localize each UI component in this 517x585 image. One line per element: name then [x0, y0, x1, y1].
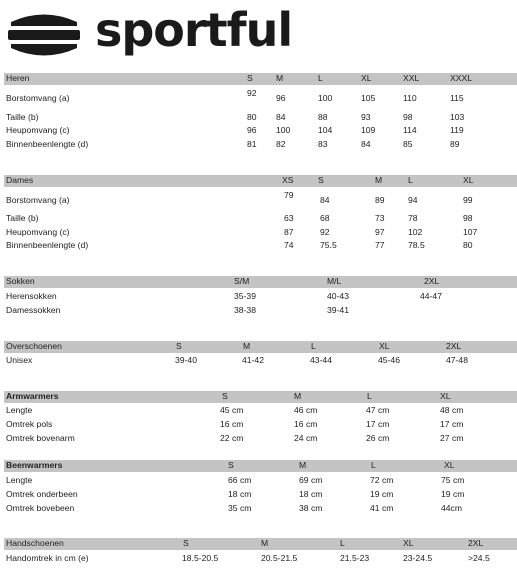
- size-column-header: M: [294, 391, 302, 401]
- table-cell: 80: [247, 112, 257, 122]
- table-cell: 43-44: [310, 355, 332, 365]
- table-cell: 35-39: [234, 291, 256, 301]
- size-column-header: S: [228, 460, 234, 470]
- size-column-header: L: [367, 391, 372, 401]
- size-column-header: S: [318, 175, 324, 185]
- section-title: Handschoenen: [6, 538, 64, 548]
- section-title: Dames: [6, 175, 34, 185]
- table-cell: 16 cm: [294, 419, 318, 429]
- sportful-logo-mark: [7, 9, 81, 61]
- table-cell: 38 cm: [299, 503, 323, 513]
- size-column-header: M: [375, 175, 383, 185]
- table-cell: 93: [361, 112, 371, 122]
- logo-wordmark: sportful: [95, 3, 293, 57]
- section-header-bar: [4, 460, 517, 472]
- table-cell: 47 cm: [366, 405, 390, 415]
- table-cell: 24 cm: [294, 433, 318, 443]
- section-title: Armwarmers: [6, 391, 59, 401]
- size-column-header: XL: [361, 73, 372, 83]
- size-column-header: XL: [379, 341, 390, 351]
- table-cell: 98: [463, 213, 473, 223]
- table-cell: 80: [463, 240, 473, 250]
- table-cell: 26 cm: [366, 433, 390, 443]
- table-cell: 74: [284, 240, 294, 250]
- size-column-header: XXL: [403, 73, 420, 83]
- table-cell: 84: [276, 112, 286, 122]
- table-cell: 45-46: [378, 355, 400, 365]
- size-column-header: L: [408, 175, 413, 185]
- size-column-header: L: [311, 341, 316, 351]
- size-column-header: XS: [282, 175, 294, 185]
- size-column-header: S: [176, 341, 182, 351]
- size-column-header: XXXL: [450, 73, 472, 83]
- table-cell: 17 cm: [366, 419, 390, 429]
- size-column-header: M: [276, 73, 284, 83]
- table-cell: 110: [403, 93, 417, 103]
- row-label: Damessokken: [6, 305, 61, 315]
- table-cell: 27 cm: [440, 433, 464, 443]
- size-column-header: L: [318, 73, 323, 83]
- sportful-logo: [5, 4, 335, 60]
- table-cell: 89: [375, 195, 385, 205]
- size-column-header: XL: [440, 391, 451, 401]
- table-cell: 92: [320, 227, 330, 237]
- section-header-bar: [4, 341, 517, 353]
- size-column-header: 2XL: [468, 538, 484, 548]
- table-cell: 20.5-21.5: [261, 553, 298, 563]
- table-cell: 92: [247, 88, 257, 98]
- table-cell: 66 cm: [228, 475, 252, 485]
- table-cell: 105: [361, 93, 376, 103]
- size-column-header: S/M: [234, 276, 250, 286]
- table-cell: 16 cm: [220, 419, 244, 429]
- table-cell: 23-24.5: [403, 553, 433, 563]
- table-cell: 96: [276, 93, 286, 103]
- table-cell: 119: [450, 125, 464, 135]
- row-label: Heupomvang (c): [6, 227, 70, 237]
- table-cell: 18.5-20.5: [182, 553, 219, 563]
- table-cell: 48 cm: [440, 405, 464, 415]
- table-cell: 19 cm: [441, 489, 465, 499]
- size-column-header: L: [371, 460, 376, 470]
- table-cell: 45 cm: [220, 405, 244, 415]
- table-cell: 85: [403, 139, 413, 149]
- size-column-header: 2XL: [446, 341, 462, 351]
- section-title: Heren: [6, 73, 30, 83]
- table-cell: 46 cm: [294, 405, 318, 415]
- row-label: Unisex: [6, 355, 33, 365]
- row-label: Borstomvang (a): [6, 93, 70, 103]
- table-cell: 39-40: [175, 355, 197, 365]
- table-cell: 22 cm: [220, 433, 244, 443]
- table-cell: 100: [318, 93, 333, 103]
- table-cell: 38-38: [234, 305, 256, 315]
- row-label: Binnenbeenlengte (d): [6, 139, 89, 149]
- table-cell: 104: [318, 125, 333, 135]
- table-cell: 100: [276, 125, 291, 135]
- row-label: Taille (b): [6, 112, 39, 122]
- table-cell: 19 cm: [370, 489, 394, 499]
- table-cell: 18 cm: [299, 489, 323, 499]
- size-column-header: XL: [403, 538, 414, 548]
- table-cell: 97: [375, 227, 385, 237]
- size-column-header: XL: [444, 460, 455, 470]
- table-cell: 88: [318, 112, 328, 122]
- table-cell: 83: [318, 139, 328, 149]
- size-column-header: M: [299, 460, 307, 470]
- size-column-header: M/L: [327, 276, 342, 286]
- size-column-header: L: [340, 538, 345, 548]
- table-cell: 39-41: [327, 305, 349, 315]
- table-cell: 75 cm: [441, 475, 465, 485]
- size-column-header: S: [222, 391, 228, 401]
- table-cell: 115: [450, 93, 464, 103]
- table-cell: 35 cm: [228, 503, 252, 513]
- table-cell: 99: [463, 195, 473, 205]
- row-label: Omtrek onderbeen: [6, 489, 78, 499]
- table-cell: 69 cm: [299, 475, 323, 485]
- section-header-bar: [4, 73, 517, 85]
- table-cell: 102: [408, 227, 423, 237]
- size-column-header: S: [183, 538, 189, 548]
- row-label: Omtrek pols: [6, 419, 53, 429]
- row-label: Lengte: [6, 475, 33, 485]
- section-header-bar: [4, 276, 517, 288]
- table-cell: >24.5: [468, 553, 490, 563]
- table-cell: 114: [403, 125, 417, 135]
- size-column-header: XL: [463, 175, 474, 185]
- table-cell: 84: [320, 195, 330, 205]
- row-label: Taille (b): [6, 213, 39, 223]
- table-cell: 109: [361, 125, 376, 135]
- table-cell: 84: [361, 139, 371, 149]
- table-cell: 47-48: [446, 355, 468, 365]
- table-cell: 17 cm: [440, 419, 464, 429]
- size-column-header: M: [261, 538, 269, 548]
- table-cell: 96: [247, 125, 257, 135]
- row-label: Heupomvang (c): [6, 125, 70, 135]
- table-cell: 89: [450, 139, 460, 149]
- row-label: Omtrek bovenarm: [6, 433, 75, 443]
- table-cell: 44-47: [420, 291, 442, 301]
- table-cell: 40-43: [327, 291, 349, 301]
- table-cell: 18 cm: [228, 489, 252, 499]
- row-label: Handomtrek in cm (e): [6, 553, 89, 563]
- table-cell: 103: [450, 112, 465, 122]
- table-cell: 72 cm: [370, 475, 394, 485]
- section-header-bar: [4, 175, 517, 187]
- section-title: Beenwarmers: [6, 460, 63, 470]
- table-cell: 44cm: [441, 503, 463, 513]
- table-cell: 78.5: [408, 240, 425, 250]
- table-cell: 107: [463, 227, 478, 237]
- table-cell: 68: [320, 213, 330, 223]
- row-label: Lengte: [6, 405, 33, 415]
- table-cell: 21.5-23: [340, 553, 370, 563]
- table-cell: 41 cm: [370, 503, 394, 513]
- size-column-header: S: [247, 73, 253, 83]
- table-cell: 82: [276, 139, 286, 149]
- table-cell: 79: [284, 190, 294, 200]
- table-cell: 63: [284, 213, 294, 223]
- table-cell: 98: [403, 112, 413, 122]
- table-cell: 75.5: [320, 240, 337, 250]
- section-title: Overschoenen: [6, 341, 62, 351]
- table-cell: 94: [408, 195, 418, 205]
- table-cell: 73: [375, 213, 385, 223]
- table-cell: 78: [408, 213, 418, 223]
- section-title: Sokken: [6, 276, 35, 286]
- size-column-header: M: [243, 341, 251, 351]
- table-cell: 81: [247, 139, 257, 149]
- row-label: Binnenbeenlengte (d): [6, 240, 89, 250]
- size-column-header: 2XL: [424, 276, 440, 286]
- table-cell: 41-42: [242, 355, 264, 365]
- row-label: Herensokken: [6, 291, 57, 301]
- table-cell: 87: [284, 227, 294, 237]
- row-label: Omtrek bovebeen: [6, 503, 75, 513]
- row-label: Borstomvang (a): [6, 195, 70, 205]
- table-cell: 77: [375, 240, 385, 250]
